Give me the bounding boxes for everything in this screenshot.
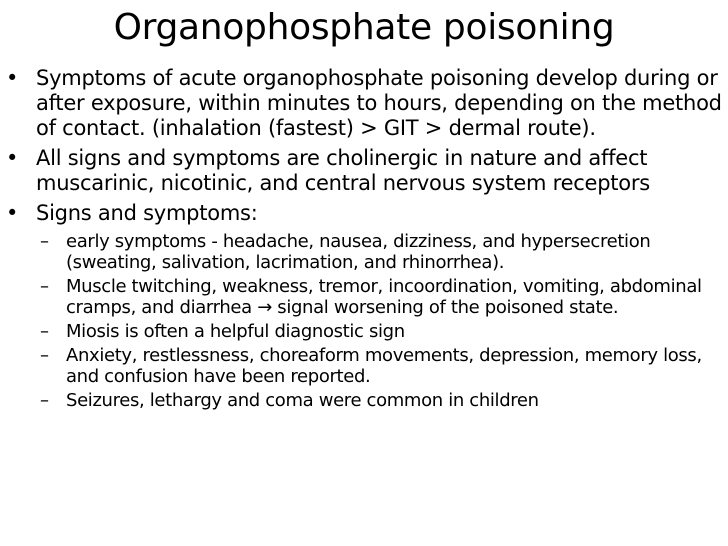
sub-bullet-item	[0, 231, 728, 273]
bullet-item	[0, 201, 728, 226]
bullet-text: Signs and symptoms:	[36, 201, 258, 225]
sub-bullet-item	[0, 321, 728, 342]
sub-bullet-item	[0, 345, 728, 387]
sub-bullet-item	[0, 276, 728, 318]
sub-bullet-item	[0, 390, 728, 411]
bullet-marker: •	[6, 66, 19, 90]
slide-title: Organophosphate poisoning	[113, 7, 615, 48]
sub-bullet-text: Seizures, lethargy and coma were common in children	[66, 390, 539, 411]
bullet-marker: •	[6, 201, 19, 225]
sub-bullet-marker: –	[40, 276, 49, 297]
sub-bullet-marker: –	[40, 390, 49, 411]
slide-content	[0, 66, 728, 414]
sub-bullet-text: early symptoms - headache, nausea, dizziness, and hypersecretion (sweating, salivation, lacrimation, and rhinorrhea).	[66, 231, 651, 273]
sub-bullet-marker: –	[40, 345, 49, 366]
sub-bullet-marker: –	[40, 321, 49, 342]
bullet-item	[0, 66, 728, 141]
sub-bullet-text: Anxiety, restlessness, choreaform movements, depression, memory loss, and confusion have been reported.	[66, 345, 702, 387]
bullet-item	[0, 146, 728, 196]
bullet-text: Symptoms of acute organophosphate poisoning develop during or after exposure, within minutes to hours, depending on the method of contact. (inhalation (fastest) > GIT > dermal route).	[36, 66, 722, 140]
bullet-marker: •	[6, 146, 19, 170]
sub-bullet-text: Muscle twitching, weakness, tremor, incoordination, vomiting, abdominal cramps, and diarrhea → signal worsening of the poisoned state.	[66, 276, 702, 318]
bullet-text: All signs and symptoms are cholinergic in nature and affect muscarinic, nicotinic, and central nervous system receptors	[36, 146, 650, 195]
sub-bullet-text: Miosis is often a helpful diagnostic sign	[66, 321, 405, 342]
sub-bullet-marker: –	[40, 231, 49, 252]
